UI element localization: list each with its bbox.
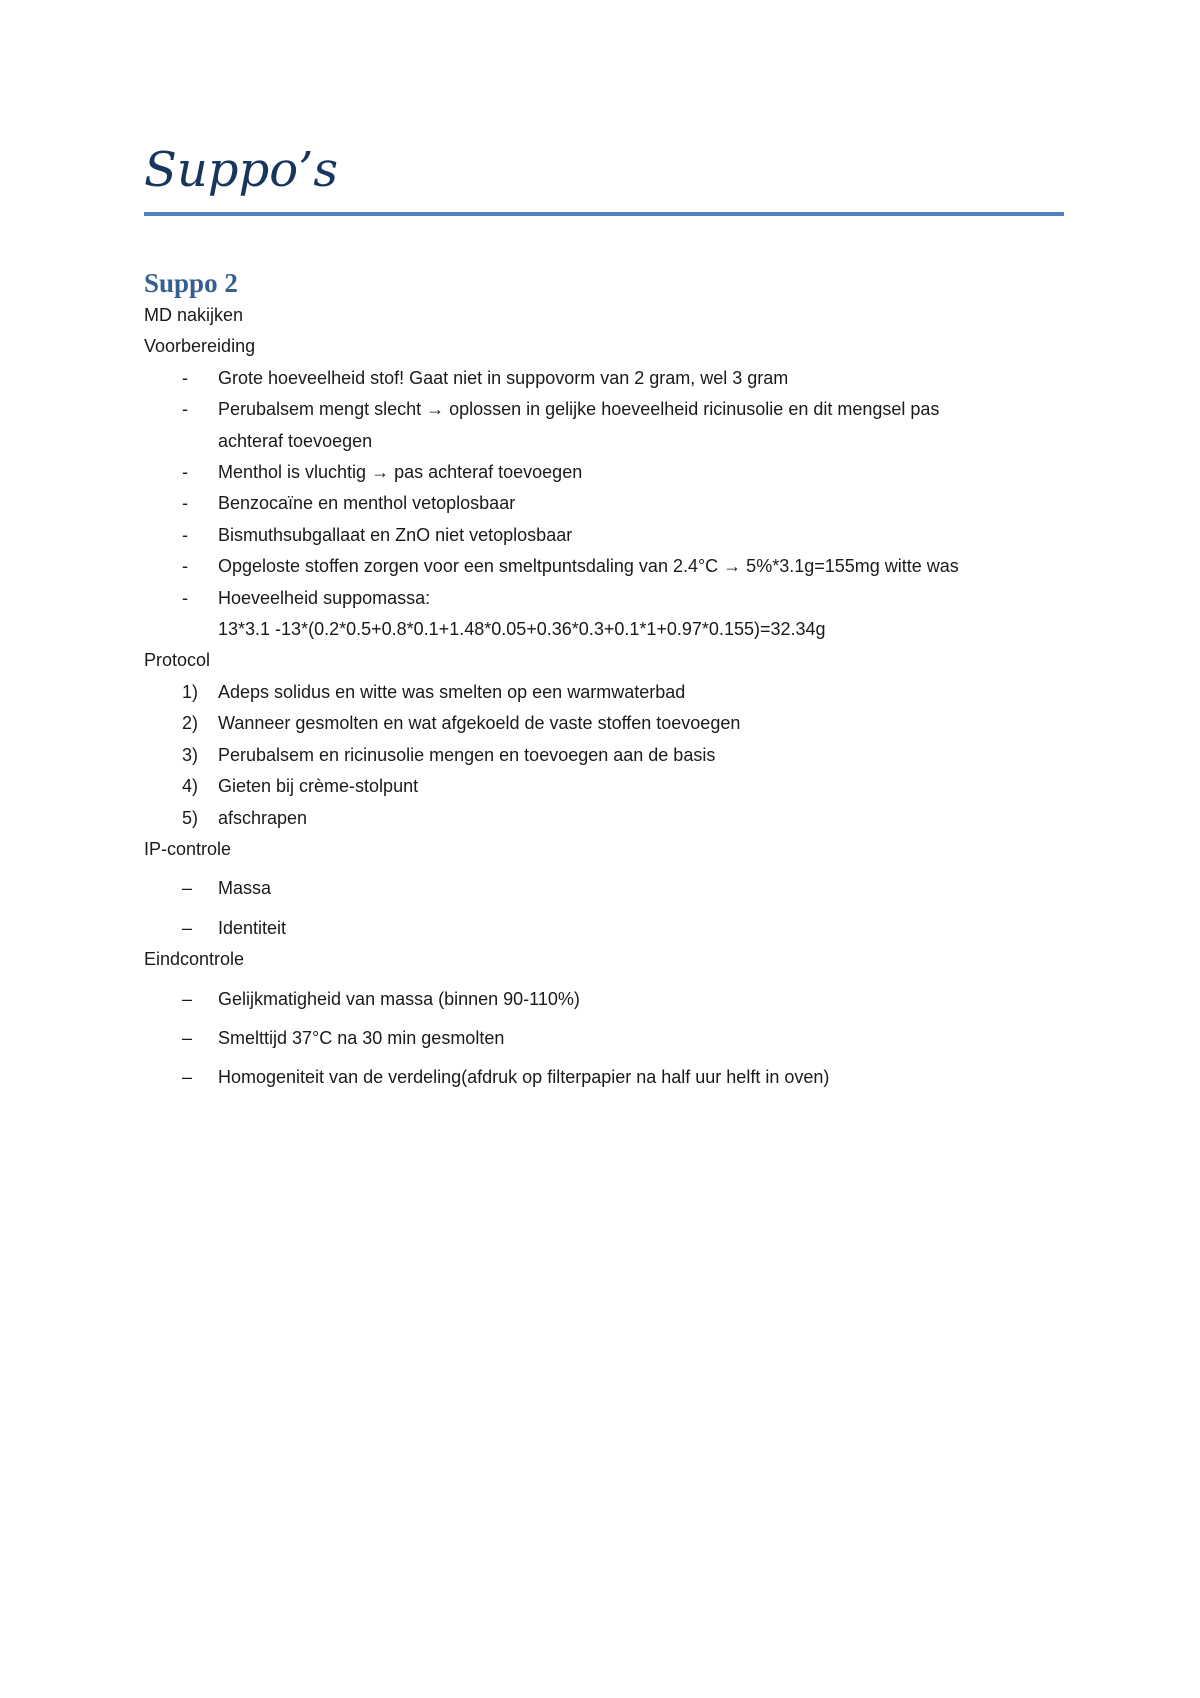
list-marker: - [182, 524, 188, 545]
list-item-text: Benzocaïne en menthol vetoplosbaar [218, 493, 516, 514]
list-item-text: Gieten bij crème-stolpunt [218, 776, 419, 797]
list-marker: – [182, 1027, 193, 1048]
list-number: 2) [182, 713, 199, 734]
list-item [144, 708, 1064, 739]
list-marker: - [182, 493, 188, 514]
list-item [144, 677, 1064, 708]
eindcontrole-label: Eindcontrole [144, 949, 245, 970]
ip-controle-list [144, 873, 1064, 944]
list-item-text: Hoeveelheid suppomassa: [218, 587, 431, 608]
list-number: 1) [182, 681, 199, 702]
list-item [144, 1023, 1064, 1054]
list-item-text: Menthol is vluchtig → pas achteraf toevoegen [218, 462, 583, 483]
list-item [144, 363, 1064, 394]
list-item [144, 551, 1064, 582]
list-marker: – [182, 917, 193, 938]
list-item [144, 740, 1064, 771]
list-marker: - [182, 462, 188, 483]
list-item-text: Gelijkmatigheid van massa (binnen 90-110%) [218, 988, 580, 1009]
voorbereiding-list [144, 363, 1064, 646]
list-item-text: afschrapen [218, 807, 308, 828]
list-item-text: Wanneer gesmolten en wat afgekoeld de vaste stoffen toevoegen [218, 713, 741, 734]
list-item-text: Identiteit [218, 917, 287, 938]
section-heading: Suppo 2 [144, 268, 238, 298]
list-marker: - [182, 556, 188, 577]
protocol-list [144, 677, 1064, 834]
list-marker: – [182, 878, 193, 899]
list-item [144, 873, 1064, 904]
formula-line: 13*3.1 -13*(0.2*0.5+0.8*0.1+1.48*0.05+0.36*0.3+0.1*1+0.97*0.155)=32.34g [218, 619, 826, 640]
list-item-text: Smelttijd 37°C na 30 min gesmolten [218, 1027, 505, 1048]
list-item-text: Grote hoeveelheid stof! Gaat niet in suppovorm van 2 gram, wel 3 gram [218, 367, 789, 388]
list-number: 3) [182, 744, 199, 765]
list-item-text: Massa [218, 878, 272, 899]
list-marker: - [182, 587, 188, 608]
list-item [144, 520, 1064, 551]
list-item [144, 457, 1064, 488]
list-item-text: Bismuthsubgallaat en ZnO niet vetoplosbaar [218, 524, 573, 545]
list-marker: – [182, 988, 193, 1009]
md-line: MD nakijken [144, 305, 244, 325]
list-item-text: Perubalsem en ricinusolie mengen en toevoegen aan de basis [218, 744, 716, 765]
list-item-text: Homogeniteit van de verdeling(afdruk op filterpapier na half uur helft in oven) [218, 1067, 830, 1088]
protocol-label: Protocol [144, 650, 211, 671]
document-content [144, 140, 1064, 1094]
list-item [144, 803, 1064, 834]
document-title: Suppo’s [144, 142, 339, 198]
list-item [144, 913, 1064, 944]
list-item-text: Opgeloste stoffen zorgen voor een smeltpuntsdaling van 2.4°C → 5%*3.1g=155mg witte was [218, 556, 959, 577]
ip-controle-label: IP-controle [144, 838, 232, 859]
list-item-text: Perubalsem mengt slecht → oplossen in gelijke hoeveelheid ricinusolie en dit mengsel pas [218, 399, 940, 420]
list-marker: - [182, 367, 188, 388]
list-number: 5) [182, 807, 199, 828]
title-rule [144, 212, 1064, 216]
list-item-text-continued: achteraf toevoegen [218, 430, 373, 451]
list-item-text: Adeps solidus en witte was smelten op een warmwaterbad [218, 681, 686, 702]
list-item [144, 583, 1064, 646]
list-item [144, 1062, 1064, 1093]
list-item [144, 394, 1064, 457]
list-number: 4) [182, 776, 199, 797]
list-item [144, 488, 1064, 519]
voorbereiding-label: Voorbereiding [144, 336, 256, 357]
list-item [144, 984, 1064, 1015]
list-item [144, 771, 1064, 802]
list-marker: - [182, 399, 188, 420]
eindcontrole-list [144, 984, 1064, 1094]
list-marker: – [182, 1067, 193, 1088]
